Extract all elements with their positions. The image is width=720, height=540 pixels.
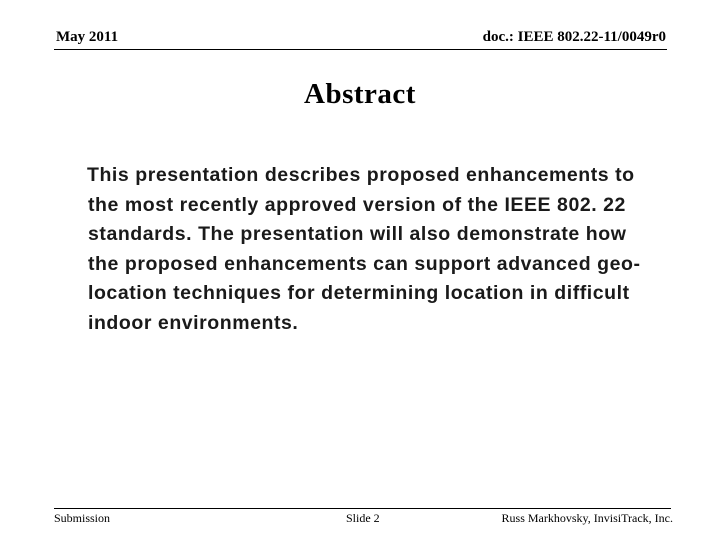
footer-submission: Submission: [54, 511, 111, 525]
footer-author: Russ Markhovsky, InvisiTrack, Inc.: [501, 511, 673, 525]
header-doc-id: doc.: IEEE 802.22-11/0049r0: [482, 29, 666, 45]
abstract-line: standards. The presentation will also demonstrate how: [88, 223, 627, 246]
header-date: May 2011: [56, 29, 119, 45]
abstract-line: the proposed enhancements can support advanced geo-: [88, 252, 641, 275]
abstract-line: This presentation describes proposed enhancements to: [87, 164, 635, 186]
abstract-line: indoor environments.: [88, 311, 299, 334]
slide-title: Abstract: [304, 78, 416, 110]
abstract-line: location techniques for determining location in difficult: [88, 282, 630, 305]
footer-divider: [54, 508, 671, 509]
footer-slide-number: Slide 2: [346, 511, 380, 525]
abstract-line: the most recently approved version of the IEEE 802. 22: [88, 193, 626, 216]
header-divider: [54, 49, 667, 50]
abstract-body: [84, 161, 674, 339]
